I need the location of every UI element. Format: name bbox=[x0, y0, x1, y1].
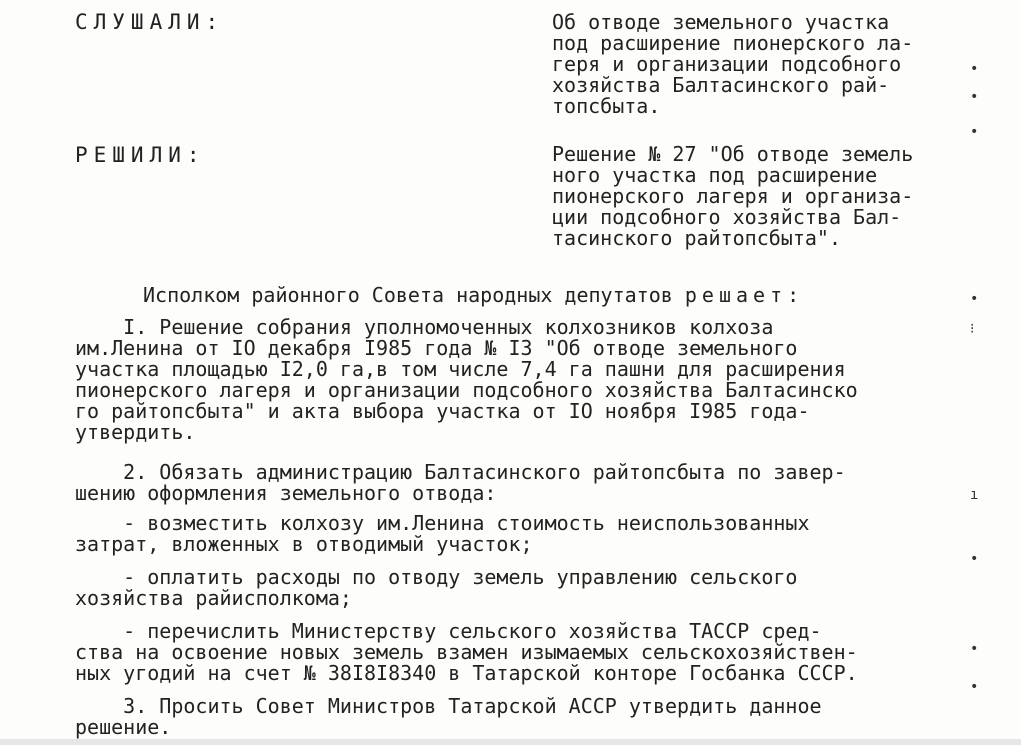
paragraph-item-2c bbox=[75, 621, 858, 684]
preamble-text: Исполком районного Совета народных депутатов bbox=[143, 283, 673, 307]
paragraph-line: - возместить колхозу им.Ленина стоимость неиспользованных bbox=[75, 511, 810, 535]
paragraph-line: утвердить. bbox=[75, 420, 196, 444]
margin-dot-mark: • bbox=[970, 291, 979, 307]
decided-line: ции подсобного хозяйства Бал- bbox=[552, 205, 902, 229]
bottom-strip bbox=[0, 739, 1021, 745]
heard-line: геря и организации подсобного bbox=[552, 52, 902, 76]
paragraph-line: 3. Просить Совет Министров Татарской АССР утвердить данное bbox=[75, 694, 822, 718]
margin-dot-mark: • bbox=[970, 551, 979, 567]
paragraph-item-2 bbox=[75, 462, 846, 504]
paragraph-line: шению оформления земельного отвода: bbox=[75, 481, 497, 505]
paragraph-line: I. Решение собрания уполномоченных колхозников колхоза bbox=[75, 315, 774, 339]
decided-line: Решение № 27 "Об отводе земель bbox=[552, 142, 914, 166]
margin-dot-mark: • bbox=[970, 679, 979, 695]
paragraph-line: - перечислить Министерству сельского хозяйства ТАССР сред- bbox=[75, 619, 822, 643]
preamble bbox=[143, 285, 804, 306]
decided-line: пионерского лагеря и организа- bbox=[552, 184, 914, 208]
paragraph-item-2b bbox=[75, 567, 797, 609]
heard-label: СЛУШАЛИ: bbox=[75, 10, 225, 34]
margin-dot-mark: • bbox=[970, 641, 979, 657]
decided-line: ного участка под расширение bbox=[552, 163, 878, 187]
decided-label: РЕШИЛИ: bbox=[75, 143, 206, 167]
heard-line: топсбыта. bbox=[552, 94, 661, 118]
heard-line: хозяйства Балтасинского рай- bbox=[552, 73, 890, 97]
margin-bracket-mark: ⁝ bbox=[970, 321, 975, 337]
paragraph-item-2a bbox=[75, 513, 810, 555]
paragraph-line: - оплатить расходы по отводу земель управлению сельского bbox=[75, 565, 798, 589]
paragraph-line: 2. Обязать администрацию Балтасинского райтопсбыта по завер- bbox=[75, 460, 846, 484]
paragraph-line: ных угодий на счет № 38I8I8340 в Татарской конторе Госбанка СССР. bbox=[75, 661, 858, 685]
margin-dot-mark: • bbox=[970, 124, 979, 140]
decided-line: тасинского райтопсбыта". bbox=[552, 226, 841, 250]
margin-dot-mark: • bbox=[970, 89, 979, 105]
paragraph-line: пионерского лагеря и организации подсобного хозяйства Балтасинско bbox=[75, 378, 858, 402]
margin-dot-mark: • bbox=[970, 61, 979, 77]
paragraph-line: го райтопсбыта" и акта выбора участка от IO ноября I985 года- bbox=[75, 399, 810, 423]
heard-line: под расширение пионерского ла- bbox=[552, 31, 914, 55]
paragraph-line: затрат, вложенных в отводимый участок; bbox=[75, 532, 533, 556]
paragraph-line: участка площадью I2,0 га,в том числе 7,4 га пашни для расширения bbox=[75, 357, 846, 381]
paragraph-item-1 bbox=[75, 317, 858, 443]
paragraph-line: им.Ленина от IO декабря I985 года № I3 "Об отводе земельного bbox=[75, 336, 798, 360]
paragraph-line: решение. bbox=[75, 715, 172, 739]
paragraph-item-3 bbox=[75, 696, 822, 738]
paragraph-line: ства на освоение новых земель взамен изымаемых сельскохозяйствен- bbox=[75, 640, 858, 664]
heard-line: Об отводе земельного участка bbox=[552, 10, 890, 34]
preamble-spaced: решает: bbox=[684, 283, 805, 307]
heard-text bbox=[552, 12, 992, 117]
margin-bracket-mark: ı bbox=[970, 487, 979, 503]
paragraph-line: хозяйства райисполкома; bbox=[75, 586, 352, 610]
decided-text bbox=[552, 144, 992, 249]
